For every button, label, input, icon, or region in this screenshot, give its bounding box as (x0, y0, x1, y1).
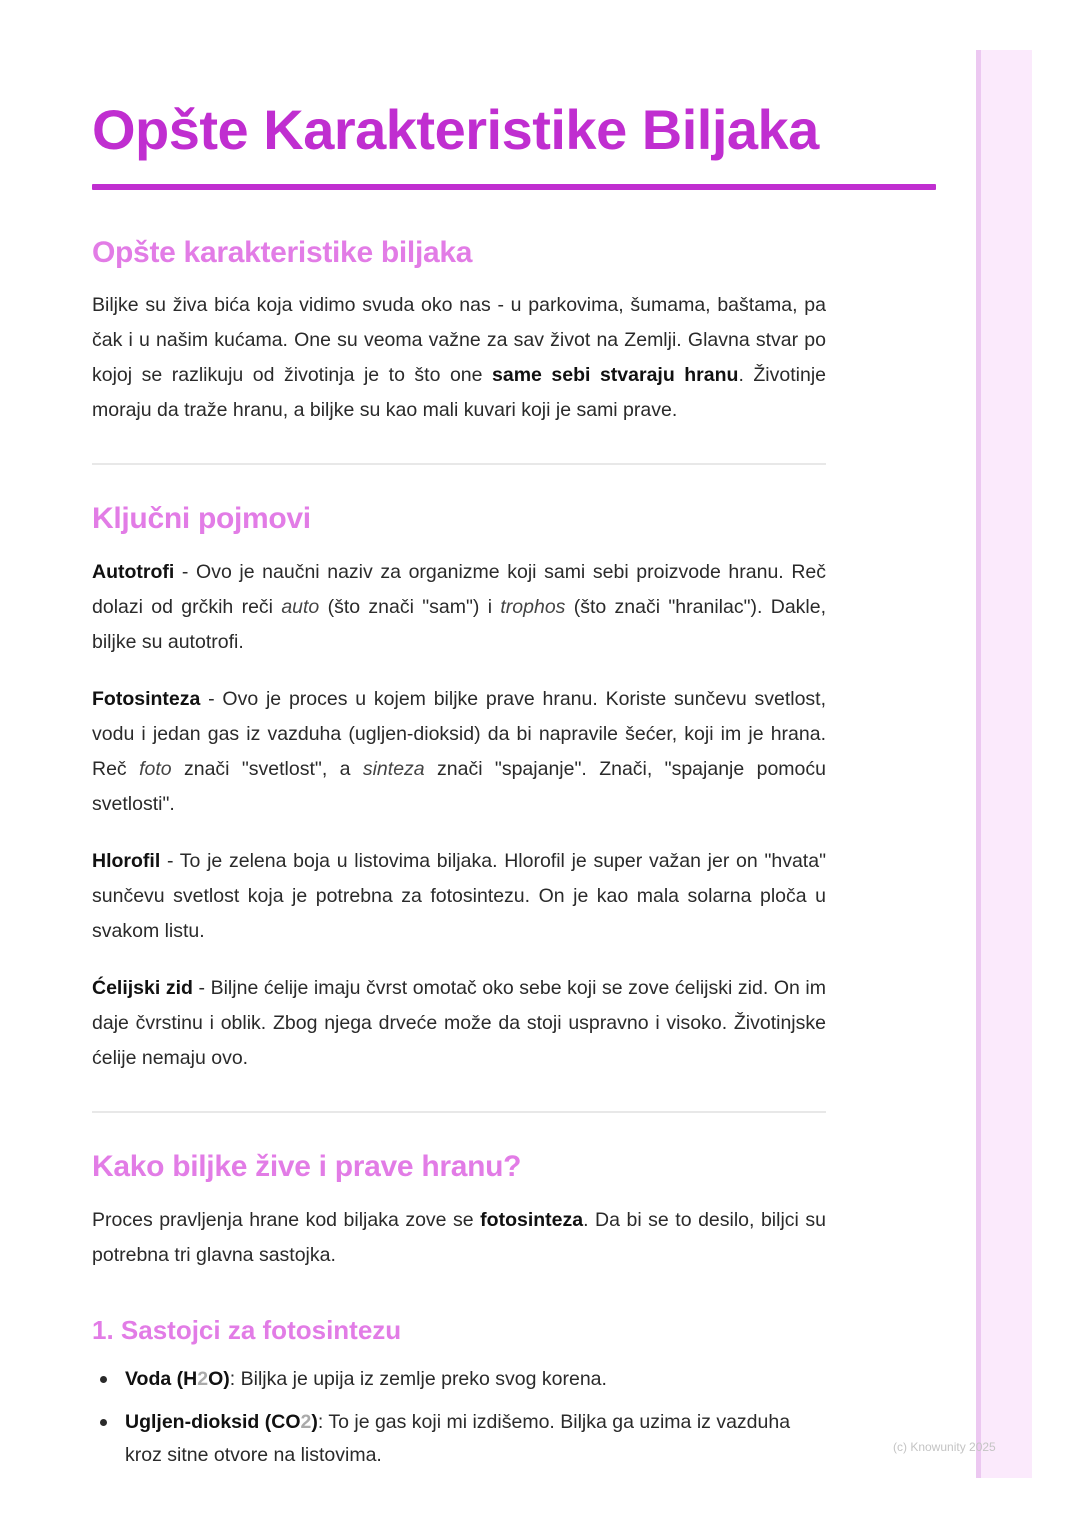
page-title: Opšte Karakteristike Biljaka (92, 98, 819, 161)
text-run: Biljke su živa bića koja vidimo svuda oko nas - u parkovima, šumama, baštama, pa čak i u našim kućama. One su veoma važne za sav život na Zemlji. Glavna stvar po kojoj se razlikuju od životinja je to što one (92, 294, 826, 386)
term-label: Autotrofi (92, 561, 175, 583)
text-run: znači "svetlost", a (171, 758, 363, 780)
text-run: : To je gas koji mi izdišemo. Biljka ga uzima iz vazduha kroz sitne otvore na listovima. (125, 1411, 791, 1466)
term-fotosinteza (92, 682, 826, 822)
intro-paragraph (92, 288, 826, 428)
section-divider (92, 1111, 826, 1113)
bold-run: same sebi stvaraju hranu (492, 364, 739, 386)
section-heading-food: Kako biljke žive i prave hranu? (92, 1150, 522, 1183)
document-page (92, 96, 936, 1482)
food-paragraph (92, 1203, 826, 1273)
subheading-ingredients: 1. Sastojci za fotosintezu (92, 1315, 402, 1345)
text-run: (što znači "hranilac"). Dakle, biljke su autotrofi. (92, 596, 827, 653)
text-run: - Biljne ćelije imaju čvrst omotač oko sebe koji se zove ćelijski zid. On im daje čvrstinu i oblik. Zbog njega drveće može da stoji uspravno i visoko. Životinjske ćelije nemaju ovo. (92, 977, 826, 1069)
subscript-run: 2 (197, 1368, 209, 1390)
list-item (92, 1406, 826, 1472)
text-run: Proces pravljenja hrane kod biljaka zove se (92, 1209, 481, 1231)
text-run: . Da bi se to desilo, biljci su potrebna tri glavna sastojka. (92, 1209, 826, 1266)
italic-run: auto (281, 596, 320, 618)
bold-run: ) (311, 1411, 318, 1433)
text-run: : Biljka je upija iz zemlje preko svog korena. (229, 1368, 607, 1390)
bold-run: Ugljen-dioksid (CO (125, 1411, 301, 1433)
section-divider (92, 463, 826, 465)
text-run: . Životinje moraju da traže hranu, a biljke su kao mali kuvari koji je sami prave. (92, 364, 827, 421)
term-autotrofi (92, 555, 826, 660)
section-heading-terms: Ključni pojmovi (92, 502, 311, 535)
text-run: - To je zelena boja u listovima biljaka. Hlorofil je super važan jer on "hvata" sunčevu svetlost koja je potrebna za fotosintezu. On je kao mala solarna ploča u svakom listu. (92, 850, 826, 942)
text-run: (što znači "sam") i (319, 596, 501, 618)
text-run: - Ovo je naučni naziv za organizme koji sami sebi proizvode hranu. Reč dolazi od grčkih reči (92, 561, 826, 618)
text-run: - Ovo je proces u kojem biljke prave hranu. Koriste sunčevu svetlost, vodu i jedan gas iz vazduha (ugljen-dioksid) da bi napravile šećer, koji im je hrana. Reč (92, 688, 826, 780)
term-label: Hlorofil (92, 850, 161, 872)
list-item (92, 1363, 826, 1396)
italic-run: sinteza (362, 758, 425, 780)
subscript-run: 2 (300, 1411, 312, 1433)
ingredients-list (92, 1363, 826, 1472)
section-heading-intro: Opšte karakteristike biljaka (92, 236, 473, 269)
bold-run: O) (208, 1368, 230, 1390)
bold-run: Voda (H (125, 1368, 198, 1390)
bullet-icon (100, 1419, 107, 1426)
italic-run: trophos (500, 596, 566, 618)
term-celijski-zid (92, 971, 826, 1076)
document-content (92, 234, 826, 1472)
sidebar-accent-line (976, 50, 981, 1478)
bold-run: fotosinteza (480, 1209, 584, 1231)
term-label: Ćelijski zid (92, 977, 193, 999)
term-label: Fotosinteza (92, 688, 201, 710)
italic-run: foto (139, 758, 172, 780)
copyright-footer: (c) Knowunity 2025 (893, 1440, 996, 1454)
bullet-icon (100, 1376, 107, 1383)
term-hlorofil (92, 844, 826, 949)
text-run: znači "spajanje". Znači, "spajanje pomoću svetlosti". (92, 758, 826, 815)
title-underline (92, 184, 936, 190)
sidebar-band (976, 50, 1032, 1478)
